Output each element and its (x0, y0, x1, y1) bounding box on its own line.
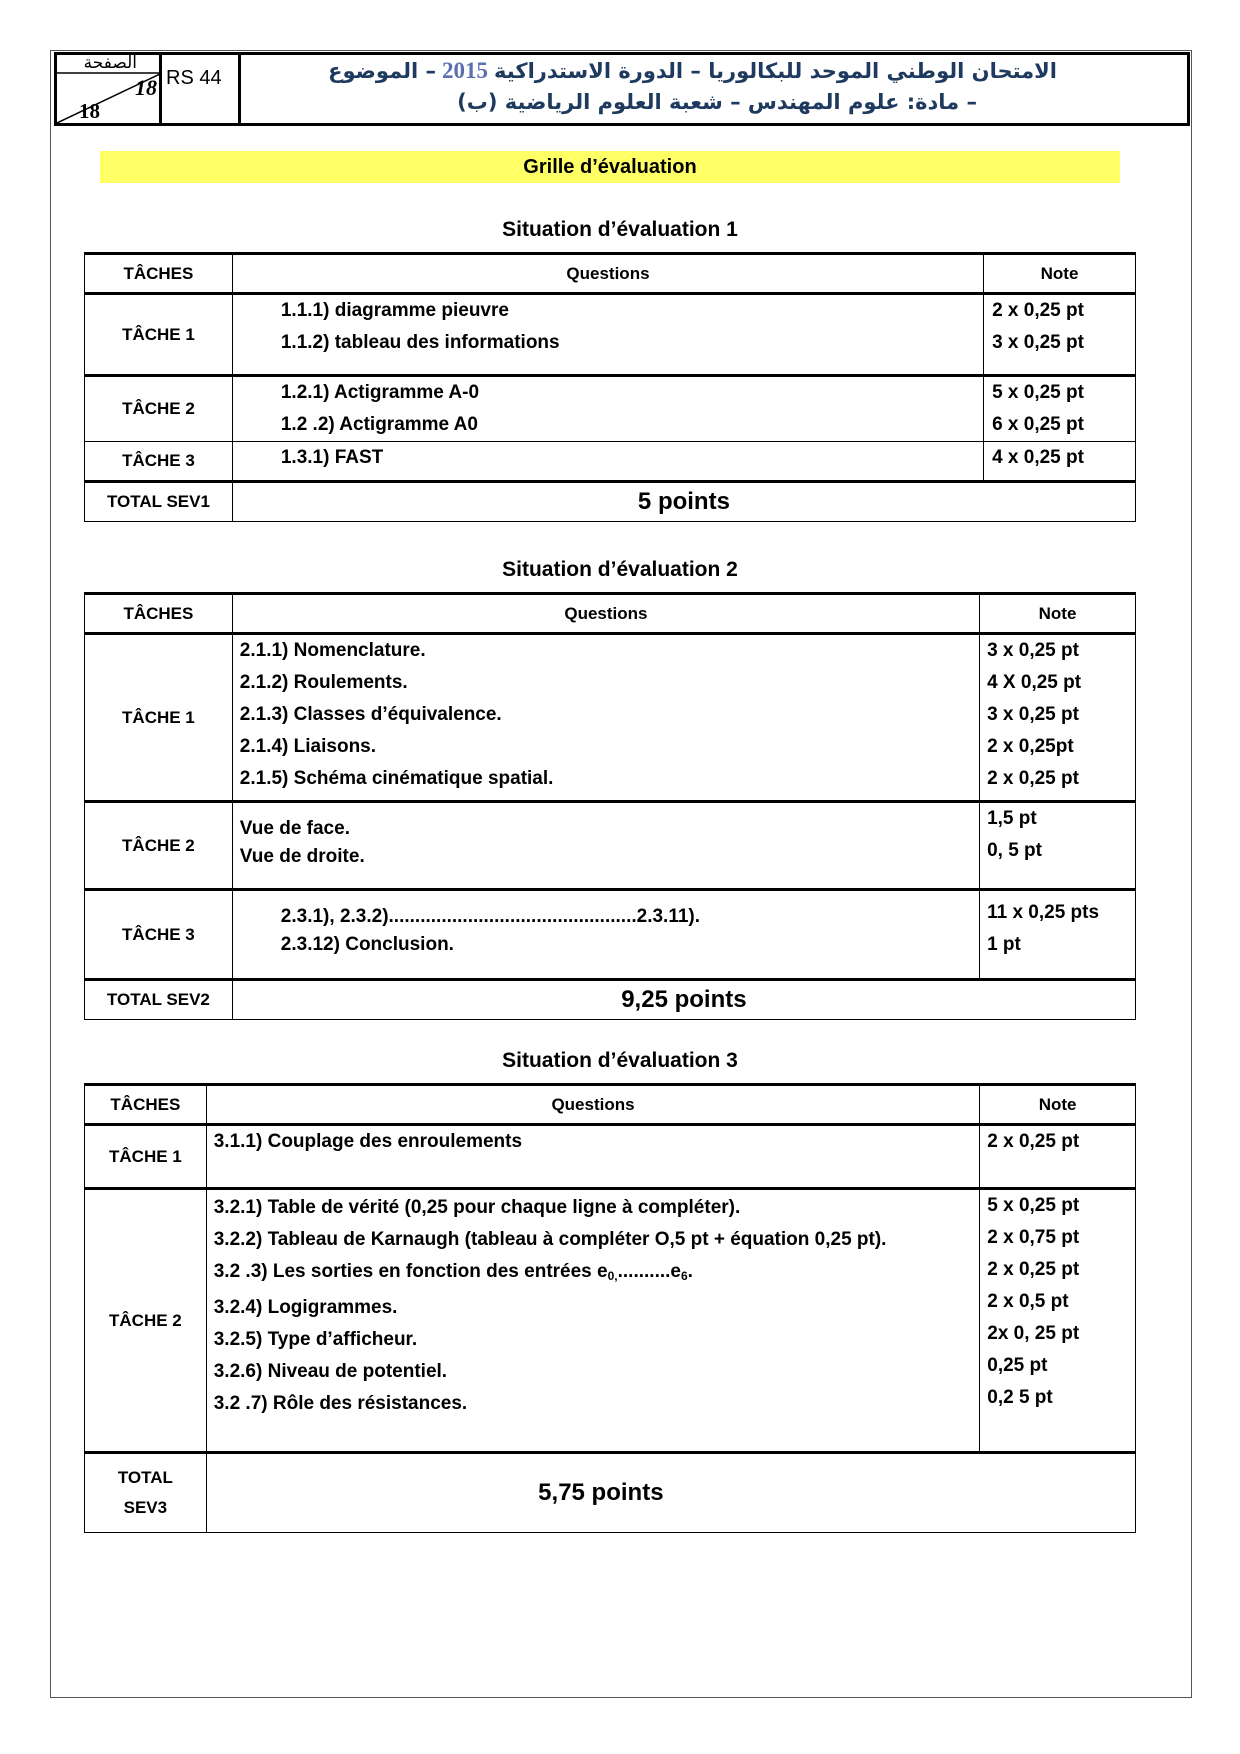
note-value: 3 x 0,25 pt (987, 640, 1079, 661)
sev2-table (84, 592, 1136, 1020)
total-label: TOTAL SEV1 (85, 482, 233, 522)
questions-cell (232, 294, 983, 376)
subject-code-box (162, 55, 241, 123)
table-row (85, 1125, 1136, 1189)
total-label-line1: TOTAL (117, 1468, 173, 1487)
note-value: 1,5 pt (987, 808, 1037, 829)
notes-cell (980, 1189, 1136, 1453)
notes-cell (980, 634, 1136, 802)
question: 3.2 .7) Rôle des résistances. (213, 1393, 468, 1414)
exam-title-line1 (328, 58, 1057, 84)
question: 1.2.1) Actigramme A-0 (280, 382, 480, 403)
page-current: 18 (135, 75, 157, 100)
question: Vue de droite. (239, 846, 365, 867)
col-note: Note (980, 594, 1136, 634)
note-value: 2 x 0,25 pt (987, 1131, 1080, 1152)
note-value: 2 x 0,25pt (987, 736, 1074, 757)
note-value: 5 x 0,25 pt (992, 382, 1084, 403)
task-label: TÂCHE 3 (85, 442, 233, 482)
total-value: 5 points (232, 482, 1135, 522)
question: 3.1.1) Couplage des enroulements (213, 1131, 523, 1152)
notes-cell (980, 890, 1136, 980)
note-value: 3 x 0,25 pt (987, 704, 1079, 725)
question: 1.2 .2) Actigramme A0 (280, 414, 478, 435)
questions-cell (232, 442, 983, 482)
questions-cell (232, 376, 983, 442)
task-label: TÂCHE 3 (85, 890, 233, 980)
table-row (85, 890, 1136, 980)
question: 3.2.6) Niveau de potentiel. (213, 1361, 448, 1382)
total-label: TOTAL SEV2 (85, 980, 233, 1020)
sev3-header-row (85, 1085, 1136, 1125)
question: 2.3.12) Conclusion. (280, 934, 454, 955)
table-row (85, 1189, 1136, 1453)
table-row (85, 294, 1136, 376)
total-value: 5,75 points (206, 1453, 1135, 1533)
note-value: 0,2 5 pt (987, 1387, 1053, 1408)
questions-cell (206, 1125, 980, 1189)
task-label: TÂCHE 1 (85, 634, 233, 802)
notes-cell (984, 294, 1136, 376)
exam-header (54, 52, 1190, 126)
note-value: 4 x 0,25 pt (992, 447, 1084, 468)
subject-code: RS 44 (166, 67, 222, 89)
notes-cell (980, 802, 1136, 890)
col-note: Note (980, 1085, 1136, 1125)
exam-session: الامتحان الوطني الموحد للبكالوريا – الدورة الاستدراكية (494, 59, 1057, 83)
note-value: 1 pt (987, 934, 1021, 955)
page-number-box (57, 55, 162, 123)
question: Vue de face. (239, 818, 350, 839)
questions-cell (232, 802, 979, 890)
col-questions: Questions (232, 254, 983, 294)
exam-year: 2015 (442, 58, 489, 83)
question: 2.1.5) Schéma cinématique spatial. (239, 768, 554, 789)
note-value: 2 x 0,25 pt (987, 768, 1079, 789)
sev1-title: Situation d’évaluation 1 (502, 218, 738, 241)
question: 2.1.3) Classes d’équivalence. (239, 704, 502, 725)
note-value: 11 x 0,25 pts (987, 902, 1100, 923)
question: 1.3.1) FAST (280, 447, 384, 468)
table-row (85, 634, 1136, 802)
page-title: Grille d’évaluation (100, 151, 1120, 183)
question: 3.2.2) Tableau de Karnaugh (tableau à compléter O,5 pt + équation 0,25 pt). (213, 1229, 887, 1250)
question: 3.2.5) Type d’afficheur. (213, 1329, 418, 1350)
task-label: TÂCHE 1 (85, 1125, 207, 1189)
exam-title-line2: – مادة: علوم المهندس – شعبة العلوم الرياضية (ب) (457, 90, 977, 114)
exam-subject-label: – الموضوع (328, 59, 437, 83)
table-row (85, 376, 1136, 442)
sev2-header-row (85, 594, 1136, 634)
subscript: 6 (680, 1269, 688, 1283)
note-value: 2 x 0,25 pt (992, 300, 1084, 321)
question-text: ..........e (617, 1261, 681, 1282)
table-row (85, 802, 1136, 890)
notes-cell (980, 1125, 1136, 1189)
notes-cell (984, 442, 1136, 482)
col-taches: TÂCHES (85, 594, 233, 634)
question: 1.1.2) tableau des informations (280, 332, 560, 353)
note-value: 2 x 0,5 pt (987, 1291, 1069, 1312)
questions-cell (206, 1189, 980, 1453)
page-total: 18 (79, 99, 100, 123)
question-text: . (687, 1261, 693, 1282)
note-value: 2 x 0,75 pt (987, 1227, 1080, 1248)
task-label: TÂCHE 2 (85, 802, 233, 890)
question: 3.2.4) Logigrammes. (213, 1297, 398, 1318)
question: 2.1.2) Roulements. (239, 672, 408, 693)
table-row (85, 442, 1136, 482)
sev3-table (84, 1083, 1136, 1533)
note-value: 3 x 0,25 pt (992, 332, 1084, 353)
question: 2.3.1), 2.3.2)...............................................2.3.11). (280, 906, 701, 927)
total-label (85, 1453, 207, 1533)
col-questions: Questions (206, 1085, 980, 1125)
total-label-line2: SEV3 (123, 1498, 168, 1517)
note-value: 2x 0, 25 pt (987, 1323, 1080, 1344)
col-questions: Questions (232, 594, 979, 634)
page-label: الصفحة (83, 53, 137, 73)
total-value: 9,25 points (232, 980, 1135, 1020)
note-value: 4 X 0,25 pt (987, 672, 1082, 693)
note-value: 6 x 0,25 pt (992, 414, 1084, 435)
question: 3.2.1) Table de vérité (0,25 pour chaque ligne à compléter). (213, 1197, 741, 1218)
task-label: TÂCHE 2 (85, 376, 233, 442)
task-label: TÂCHE 2 (85, 1189, 207, 1453)
questions-cell (232, 890, 979, 980)
sev1-table (84, 252, 1136, 522)
note-value: 0, 5 pt (987, 840, 1042, 861)
exam-title (241, 55, 1187, 123)
question (214, 1256, 980, 1292)
note-value: 0,25 pt (987, 1355, 1048, 1376)
total-row (85, 980, 1136, 1020)
sev2-title: Situation d’évaluation 2 (502, 558, 738, 581)
col-taches: TÂCHES (85, 1085, 207, 1125)
col-note: Note (984, 254, 1136, 294)
question: 1.1.1) diagramme pieuvre (280, 300, 509, 321)
sev3-title: Situation d’évaluation 3 (502, 1049, 738, 1072)
note-value: 5 x 0,25 pt (987, 1195, 1080, 1216)
notes-cell (984, 376, 1136, 442)
total-row (85, 482, 1136, 522)
questions-cell (232, 634, 979, 802)
question: 2.1.4) Liaisons. (239, 736, 377, 757)
sev1-header-row (85, 254, 1136, 294)
subscript: 0, (607, 1269, 618, 1283)
note-value: 2 x 0,25 pt (987, 1259, 1080, 1280)
col-taches: TÂCHES (85, 254, 233, 294)
question: 2.1.1) Nomenclature. (239, 640, 426, 661)
question-text: 3.2 .3) Les sorties en fonction des entrées e (213, 1261, 608, 1282)
task-label: TÂCHE 1 (85, 294, 233, 376)
total-row (85, 1453, 1136, 1533)
